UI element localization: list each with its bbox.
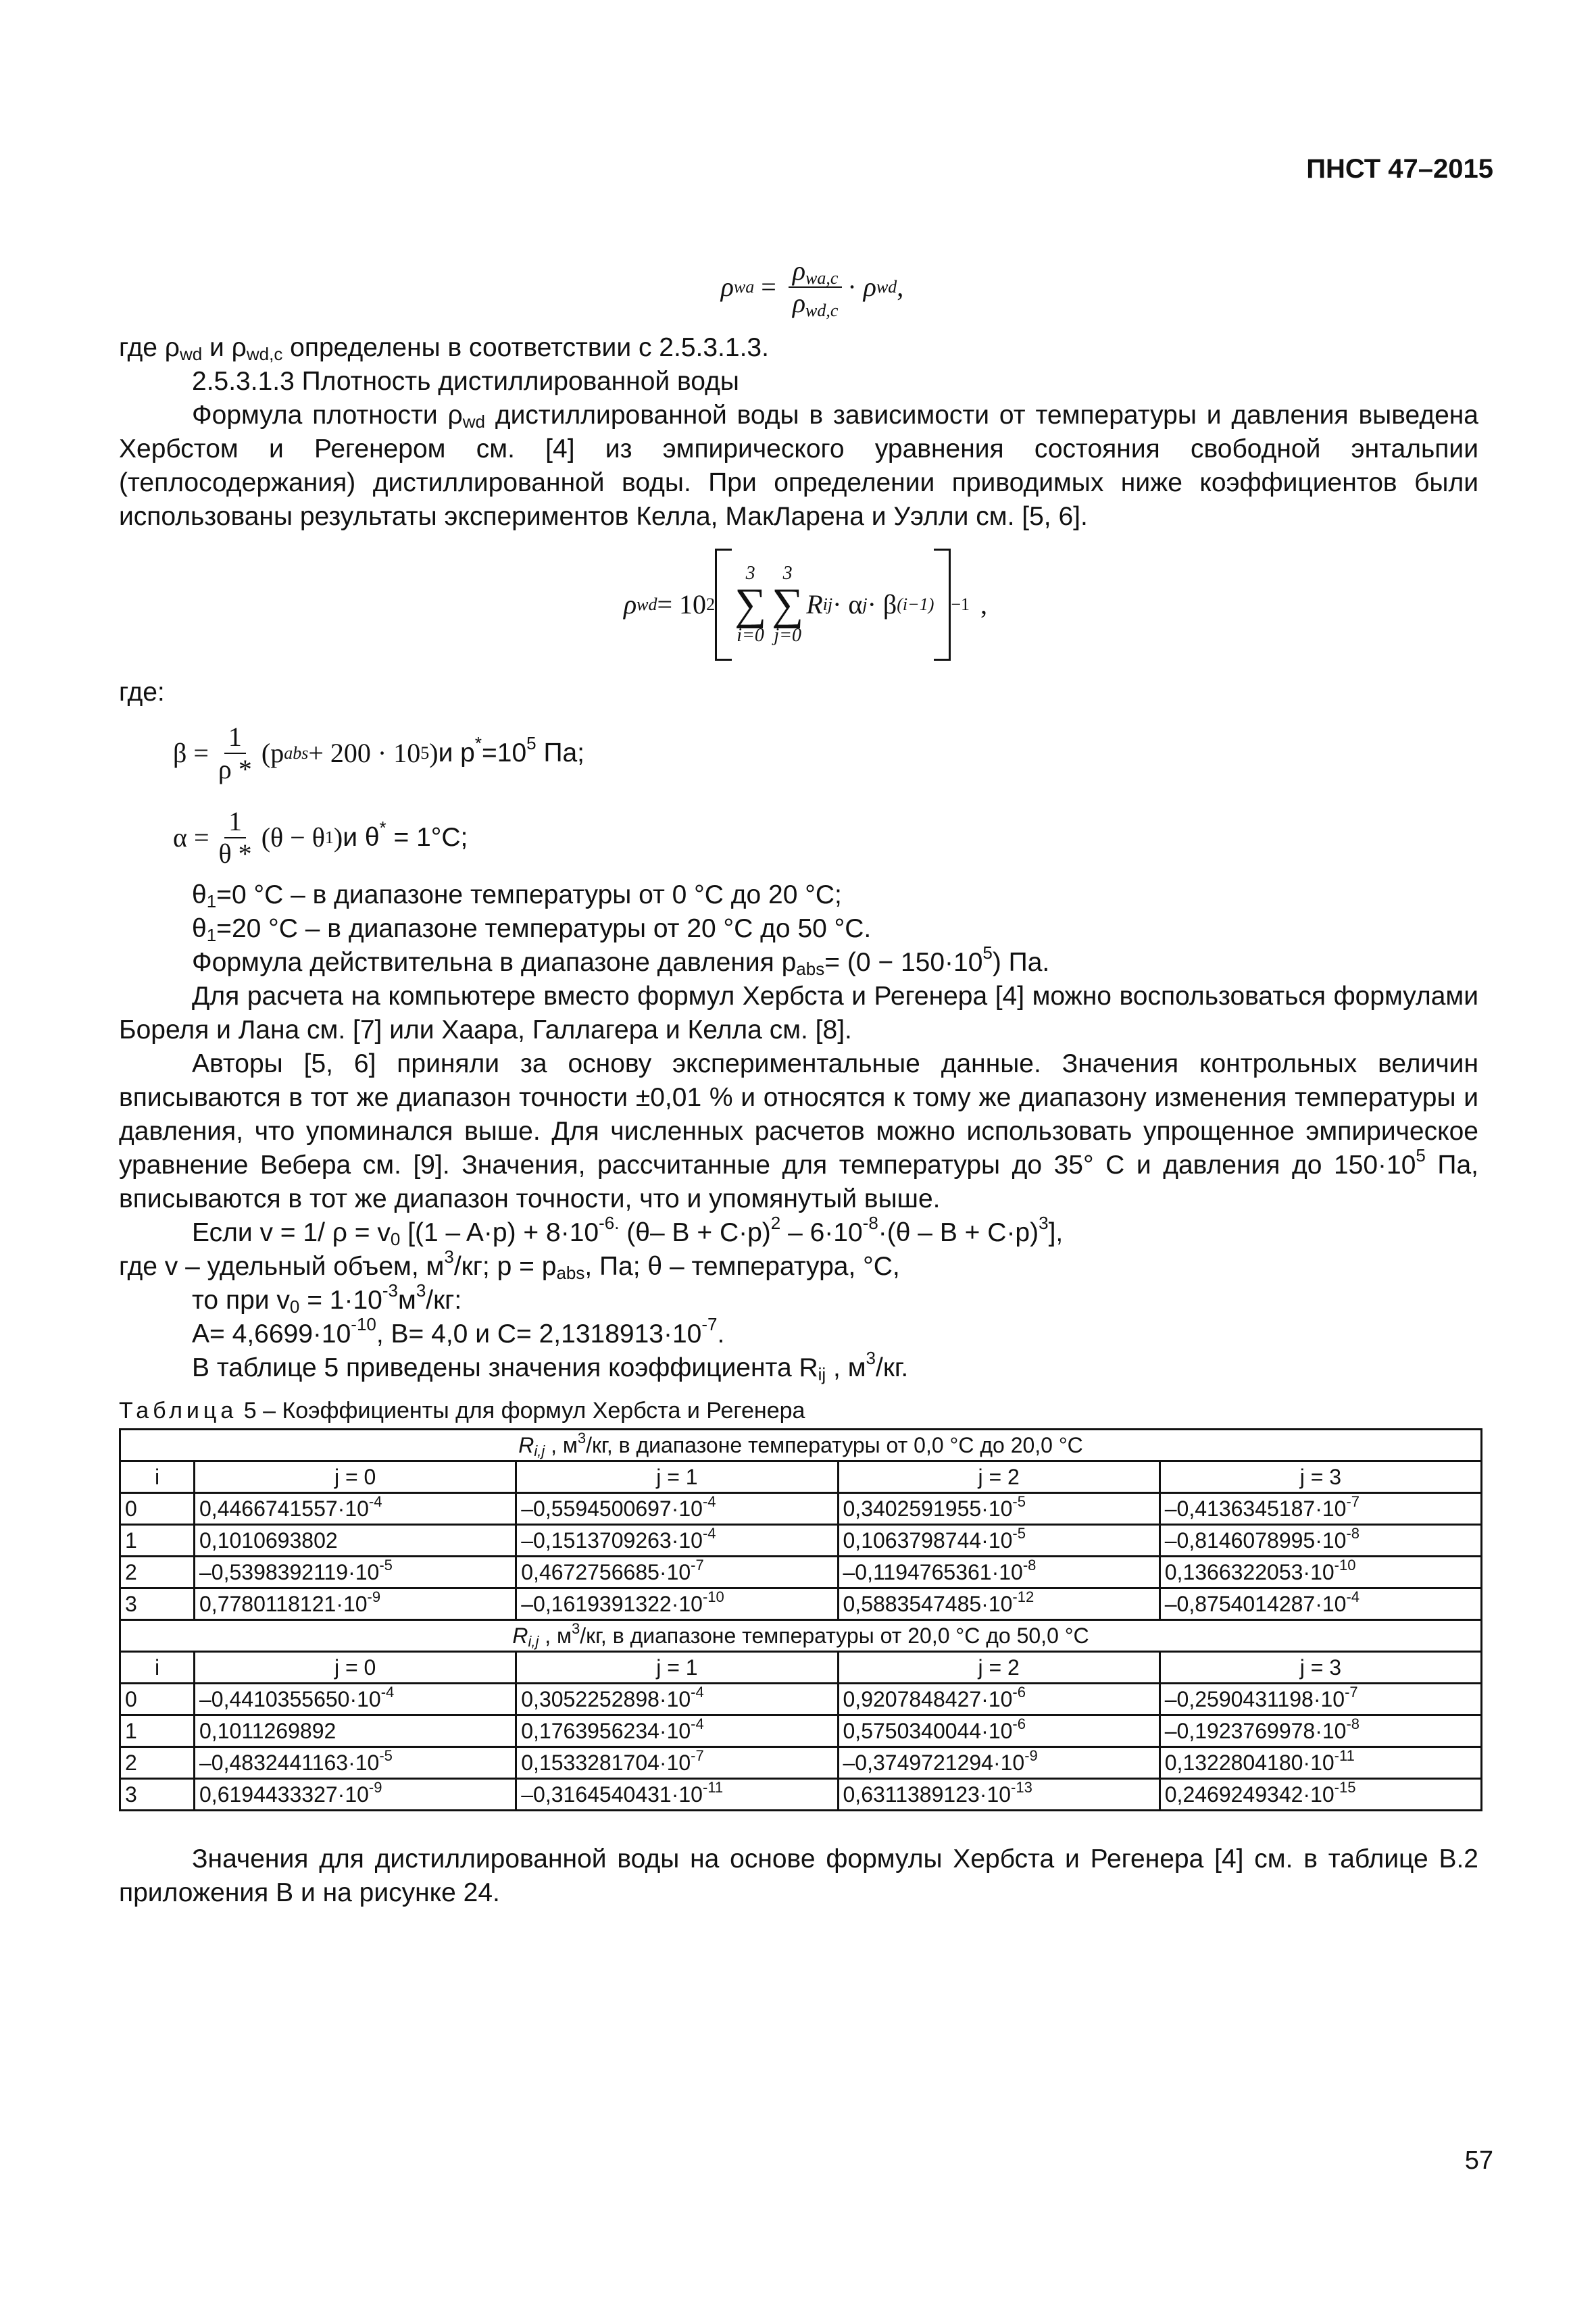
table-cell: $-0,1513709263\cdot 10^{-4}$ [516,1525,838,1557]
table-cell: $0,2469249342\cdot 10^{-15}$ [1159,1779,1481,1811]
table-cell: $-0,1194765361\cdot 10^{-8}$ [838,1557,1159,1588]
table-column-header [120,1652,1482,1684]
column-header: j = 0 [195,1461,516,1493]
table-row [120,1588,1482,1620]
table-cell: $0,6194433327\cdot 10^{-9}$ [195,1779,516,1811]
table-row [120,1715,1482,1747]
formula-beta: β = $\frac{1}{\rho *}$ (p abs + 200 · 10 5 ) и $p^*=10^5$ Па; [173,722,585,784]
paragraph-authors: Авторы [5, 6] приняли за основу экспериментальные данные. Значения контрольных величин вписываются в тот же диапазон точности ±0,01 % и относятся к тому же диапазону изменения температуры и давления, что упоминался выше. Для численных расчетов можно использовать упрощенное эмпирическое уравнение Вебера см. [9]. Значения, рассчитанные для температуры до 35° С и давления до $150\cdot 10^5$ Па, вписываются в тот же диапазон точности, что и упомянутый выше. [119,1049,1478,1213]
table-range-header: $R_{i,j}$ , $м^3/кг$, в диапазоне температуры от 20,0 °С до 50,0 °С [120,1620,1482,1652]
table-cell: $0,3402591955\cdot 10^{-5}$ [838,1493,1159,1525]
table-cell: $-0,4832441163\cdot 10^{-5}$ [195,1747,516,1779]
closing-paragraph: Значения для дистиллированной воды на основе формулы Хербста и Регенера [4] см. в таблице В.2 приложения В и на рисунке 24. [119,1844,1478,1907]
table-row [120,1525,1482,1557]
where-label: где: [119,678,165,707]
table-row [120,1747,1482,1779]
table-cell: $-0,5594500697\cdot 10^{-4}$ [516,1493,838,1525]
column-header: j = 1 [516,1652,838,1684]
paragraph-alternatives: Для расчета на компьютере вместо формул Хербста и Регенера [4] можно воспользоваться формулами Бореля и Лана см. [7] или Хаара, Галлагера и Келла см. [8]. [119,982,1478,1045]
row-index: 0 [120,1493,195,1525]
row-index: 0 [120,1684,195,1715]
table-reference: В таблице 5 приведены значения коэффициента $R_{ij}$ , $м^3/кг$. [192,1348,909,1384]
theta-line-1: $\theta_1=0$ °С – в диапазоне температуры от 0 °С до 20 °С; [192,880,842,911]
table-cell: $-0,8146078995\cdot 10^{-8}$ [1159,1525,1481,1557]
sum-j: 3 ∑ j=0 [772,563,804,646]
table-caption: Таблица 5 – Коэффициенты для формул Хербста и Регенера [119,1398,805,1424]
row-index: 2 [120,1747,195,1779]
paragraph-where-defined: где $\rho_{wd}$ и $\rho_{wd,c}$ определены в соответствии с 2.5.3.1.3. [119,333,769,364]
sum-i: 3 ∑ i=0 [734,563,767,646]
row-index: 1 [120,1525,195,1557]
page-number: 57 [1464,2146,1493,2175]
section-heading: 2.5.3.1.3 Плотность дистиллированной воды [192,367,739,396]
formula-rho-wd: ρ wd = 10 2 3 ∑ i=0 3 ∑ j=0 R ij · α j · β (i−1) −1 , [119,534,1478,676]
column-header: i [120,1461,195,1493]
table-cell: $0,1533281704\cdot 10^{-7}$ [516,1747,838,1779]
table-cell: $0,9207848427\cdot 10^{-6}$ [838,1684,1159,1715]
fraction: $\frac{\rho_{wa,c}}{\rho_{wd,c}}$ [789,255,843,319]
v0-line: то при $v_0 = 1\cdot 10^{-3}м^3/кг$: [192,1280,462,1317]
paragraph-herbst-regener: Формула плотности $\rho_{wd}$ дистиллированной воды в зависимости от температуры и давления выведена Хербстом и Регенером см. [4] из эмпирического уравнения состояния свободной энтальпии (теплосодержания) дистиллированной воды. При определении приводимых ниже коэффициентов были использованы результаты экспериментов Келла, МакЛарена и Уэлли см. [5, 6]. [119,401,1478,531]
table-cell: 0,1011269892 [195,1715,516,1747]
table-cell: $0,7780118121\cdot 10^{-9}$ [195,1588,516,1620]
table-row [120,1557,1482,1588]
table-cell: $-0,1619391322\cdot 10^{-10}$ [516,1588,838,1620]
table-row [120,1779,1482,1811]
row-index: 1 [120,1715,195,1747]
coefficients-table [119,1428,1482,1811]
table-cell: $0,1366322053\cdot 10^{-10}$ [1159,1557,1481,1588]
table-cell: $-0,3164540431\cdot 10^{-11}$ [516,1779,838,1811]
column-header: j = 1 [516,1461,838,1493]
table-cell: $-0,1923769978\cdot 10^{-8}$ [1159,1715,1481,1747]
page-body [119,243,1478,1910]
table-cell: $-0,5398392119\cdot 10^{-5}$ [195,1557,516,1588]
table-cell: 0,1010693802 [195,1525,516,1557]
formula-rho-wa: ρ wa = $\frac{\rho_{wa,c}}{\rho_{wd,c}}$ · ρ wd , [720,255,904,320]
row-index: 2 [120,1557,195,1588]
coefficients-line: $A= 4,6699\cdot 10^{-10}$, B= 4,0 и $C= 2,1318913\cdot 10^{-7}$. [192,1314,725,1349]
column-header: j = 0 [195,1652,516,1684]
table-cell: $0,5883547485\cdot 10^{-12}$ [838,1588,1159,1620]
table-cell: $0,6311389123\cdot 10^{-13}$ [838,1779,1159,1811]
weber-equation: Если v = 1/ $\rho = v_0$ [$(1 - A\cdot p) + 8\cdot 10^{-6.}$ (θ– $B + C\cdot p)^2 - 6\cdot 10^{-8}\cdot(\theta - B + C\cdot p)^3$], [192,1213,1064,1249]
table-cell: $-0,4136345187\cdot 10^{-7}$ [1159,1493,1481,1525]
table-cell: $0,1322804180\cdot 10^{-11}$ [1159,1747,1481,1779]
theta-line-2: $\theta_1=20$ °С – в диапазоне температуры от 20 °С до 50 °С. [192,914,872,945]
column-header: j = 2 [838,1461,1159,1493]
table-row [120,1493,1482,1525]
table-column-header [120,1461,1482,1493]
document-id: ПНСТ 47–2015 [1306,154,1493,184]
table-row [120,1684,1482,1715]
table-cell: $0,3052252898\cdot 10^{-4}$ [516,1684,838,1715]
table-cell: $-0,3749721294\cdot 10^{-9}$ [838,1747,1159,1779]
left-bracket [715,549,732,661]
table-cell: $0,4466741557\cdot 10^{-4}$ [195,1493,516,1525]
table-cell: $0,4672756685\cdot 10^{-7}$ [516,1557,838,1588]
table-cell: $0,1063798744\cdot 10^{-5}$ [838,1525,1159,1557]
table-cell: $-0,8754014287\cdot 10^{-4}$ [1159,1588,1481,1620]
row-index: 3 [120,1779,195,1811]
units-line: где v – удельный объем, $м^3/кг$; $p = p_{abs}$, Па; θ – температура, °С, [119,1247,900,1283]
table-cell: $-0,4410355650\cdot 10^{-4}$ [195,1684,516,1715]
right-bracket [934,549,951,661]
table-cell: $-0,2590431198\cdot 10^{-7}$ [1159,1684,1481,1715]
column-header: j = 3 [1159,1461,1481,1493]
column-header: j = 3 [1159,1652,1481,1684]
table-range-header: $R_{i,j}$ , $м^3/кг$, в диапазоне температуры от 0,0 °С до 20,0 °С [120,1430,1482,1461]
table-cell: $0,1763956234\cdot 10^{-4}$ [516,1715,838,1747]
row-index: 3 [120,1588,195,1620]
column-header: j = 2 [838,1652,1159,1684]
pressure-range: Формула действительна в диапазоне давления $p_{abs}= (0 - 150\cdot 10^5)$ Па. [192,942,1050,979]
column-header: i [120,1652,195,1684]
formula-alpha: α = $\frac{1}{\theta *}$ (θ − θ 1 ) и θ* = 1°С; [173,806,468,869]
table-cell: $0,5750340044\cdot 10^{-6}$ [838,1715,1159,1747]
